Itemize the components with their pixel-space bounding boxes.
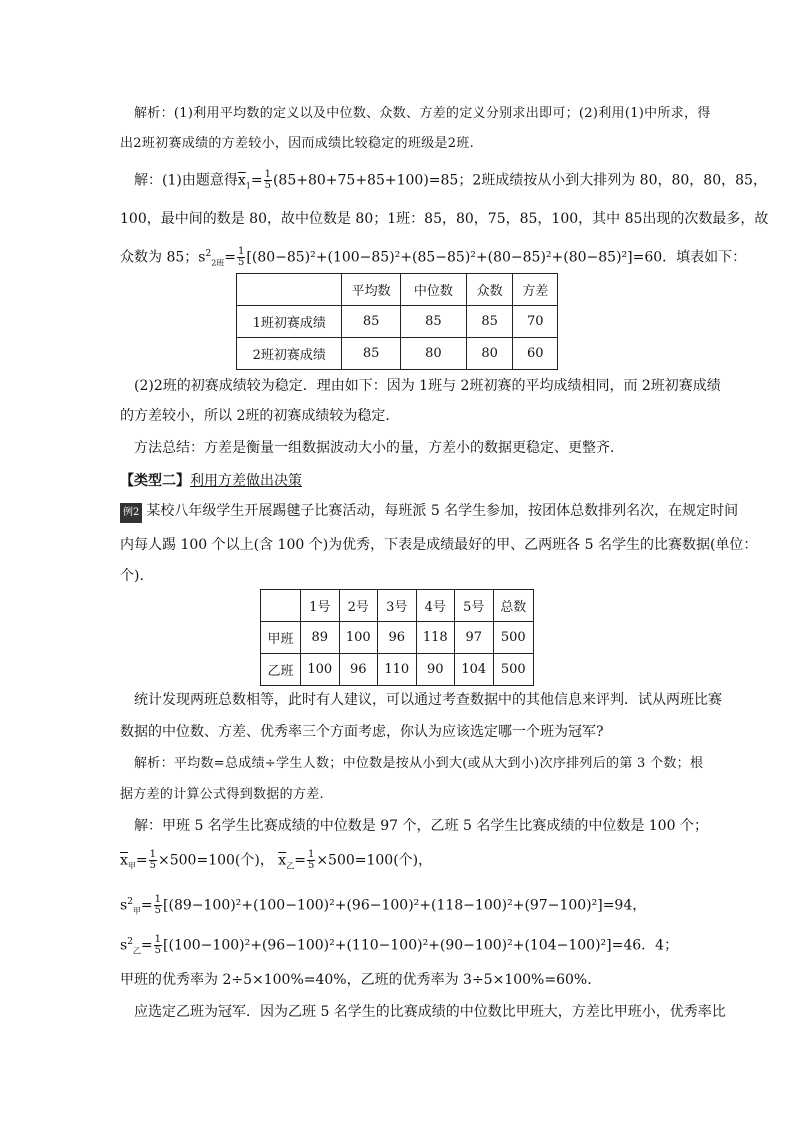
solution-1-rest: (85+80+75+85+100)=85；2班成绩按从小到大排列为 80，80，80，85，: [272, 172, 767, 189]
table-cell: 96: [339, 654, 378, 686]
mean-subscript: 1: [245, 181, 251, 191]
variance-symbol: s: [120, 937, 128, 954]
table-cell: 97: [455, 622, 494, 654]
table-row: [237, 306, 558, 338]
table-cell: 104: [455, 654, 494, 686]
equals-sign: =: [250, 172, 263, 189]
type-2-heading: [120, 470, 302, 490]
analysis-2-line-1: 解析：平均数=总成绩÷学生人数；中位数是按从小到大(或从大到小)次序排列后的第 3 个数；根: [134, 756, 704, 771]
table-cell: 85: [466, 306, 513, 338]
table-cell: 110: [378, 654, 417, 686]
example-2-line-3: 个).: [120, 568, 144, 584]
solution-2-line-1: 解：甲班 5 名学生比赛成绩的中位数是 97 个，乙班 5 名学生比赛成绩的中位数是 100 个；: [134, 818, 708, 834]
fraction-denominator: 5: [238, 257, 245, 269]
solution-1-prefix: 解：(1)由题意得: [134, 172, 238, 189]
solution-2-means: [120, 850, 432, 876]
variance-subscript: 乙: [132, 946, 141, 956]
fraction-denominator: 5: [154, 945, 162, 957]
variance-superscript: 2: [205, 249, 212, 259]
table-cell: 85: [342, 338, 400, 370]
mean-value: ×500=100(个)，: [158, 852, 274, 869]
results-table-1: [236, 273, 558, 370]
fraction-one-fifth: [237, 247, 245, 268]
fraction-numerator: 1: [307, 849, 315, 860]
fraction-one-fifth: [264, 170, 272, 191]
type-2-label: 【类型二】: [120, 473, 190, 489]
table-header-cell: 3号: [378, 590, 417, 622]
table-cell: 100: [339, 622, 378, 654]
mean-symbol: $\overline{x}$: [120, 852, 128, 869]
table-header-cell: 方差: [513, 274, 558, 306]
fraction-numerator: 1: [154, 894, 162, 906]
analysis-2-line-2: 据方差的计算公式得到数据的方差.: [120, 787, 324, 802]
fraction-one-fifth: [149, 850, 157, 871]
table-cell: 96: [378, 622, 417, 654]
table-header-cell: 中位数: [400, 274, 466, 306]
table-cell: 89: [301, 622, 340, 654]
variance-symbol: s: [198, 249, 206, 266]
mean-symbol: $\overline{x}$: [278, 852, 287, 869]
mean-subscript: 乙: [286, 861, 295, 871]
example-2-line-2: 内每人踢 100 个以上(含 100 个)为优秀，下表是成绩最好的甲、乙两班各 5 名学生的比赛数据(单位：: [120, 537, 758, 553]
solution-2-variance-2: [120, 932, 678, 961]
table-row: [261, 654, 534, 686]
results-table-2: [260, 589, 534, 686]
variance-subscript: 2班: [211, 258, 225, 268]
table-header-row: [261, 590, 534, 622]
fraction-numerator: 1: [154, 934, 162, 946]
table-cell: 80: [400, 338, 466, 370]
table-header-cell: 众数: [466, 274, 513, 306]
variance-subscript: 甲: [132, 906, 141, 916]
table-cell: 乙班: [261, 654, 301, 686]
equals-sign: =: [135, 852, 148, 869]
solution-1-line-5: 的方差较小，所以 2班的初赛成绩较为稳定．: [120, 408, 400, 424]
table-cell: 500: [493, 654, 534, 686]
table-header-cell: 总数: [493, 590, 534, 622]
table-cell: 85: [342, 306, 400, 338]
example-2-text: 某校八年级学生开展踢毽子比赛活动，每班派 5 名学生参加，按团体总数排列名次，在规定时间: [146, 503, 739, 519]
table-cell: 甲班: [261, 622, 301, 654]
example-2-line-5: 数据的中位数、方差、优秀率三个方面考虑，你认为应该选定哪一个班为冠军?: [120, 724, 604, 740]
table-cell: 90: [416, 654, 455, 686]
fraction-one-fifth: [307, 850, 315, 871]
equals-sign: =: [140, 897, 153, 914]
solution-2-excellence-rate: 甲班的优秀率为 2÷5×100%=40%，乙班的优秀率为 3÷5×100%=60%.: [120, 972, 592, 988]
table-row: [237, 338, 558, 370]
variance-formula: [(100−100)²+(96−100)²+(110−100)²+(90−100)²+(104−100)²]=46．4；: [163, 937, 679, 954]
mean-symbol: $\overline{x}$: [237, 172, 246, 189]
fraction-denominator: 5: [149, 860, 157, 871]
example-badge: 例2: [120, 503, 142, 523]
mean-subscript: 甲: [127, 861, 136, 871]
mean-value: ×500=100(个)，: [316, 852, 433, 869]
table-cell: 60: [513, 338, 558, 370]
variance-superscript: 2: [127, 937, 133, 947]
fraction-one-fifth: [154, 935, 162, 956]
solution-1-line-1: [134, 170, 767, 196]
table-cell: 1班初赛成绩: [237, 306, 342, 338]
table-header-cell: 2号: [339, 590, 378, 622]
equals-sign: =: [294, 852, 306, 869]
table-header-cell: 平均数: [342, 274, 400, 306]
table-cell: 2班初赛成绩: [237, 338, 342, 370]
table-cell: 118: [416, 622, 455, 654]
mode-text: 众数为 85；: [120, 249, 199, 266]
table-cell: 70: [513, 306, 558, 338]
fraction-denominator: 5: [307, 860, 315, 871]
table-header-cell: [237, 274, 342, 306]
fraction-one-fifth: [154, 895, 162, 916]
variance-formula: [(89−100)²+(100−100)²+(96−100)²+(118−100)²+(97−100)²]=94，: [163, 897, 647, 914]
fraction-numerator: 1: [264, 169, 271, 180]
table-cell: 100: [301, 654, 340, 686]
variance-formula: [(80−85)²+(100−85)²+(85−85)²+(80−85)²+(80−85)²]=60．填表如下：: [246, 249, 747, 266]
type-2-title: 利用方差做出决策: [190, 473, 302, 489]
table-cell: 80: [466, 338, 513, 370]
variance-superscript: 2: [127, 897, 133, 907]
table-header-row: [237, 274, 558, 306]
example-2-line-4: 统计发现两班总数相等，此时有人建议，可以通过考查数据中的其他信息来评判．试从两班比赛: [134, 692, 722, 708]
example-2-line-1: [120, 501, 738, 523]
solution-1-line-2: 100，最中间的数是 80，故中位数是 80；1班：85，80，75，85，100，其中 85出现的次数最多，故: [120, 211, 769, 227]
solution-2-conclusion: 应选定乙班为冠军．因为乙班 5 名学生的比赛成绩的中位数比甲班大，方差比甲班小，优秀率比: [134, 1004, 726, 1020]
table-row: [261, 622, 534, 654]
table-header-cell: 1号: [301, 590, 340, 622]
solution-1-line-4: (2)2班的初赛成绩较为稳定．理由如下：因为 1班与 2班初赛的平均成绩相同，而 2班初赛成绩: [134, 378, 721, 394]
solution-2-variance-1: [120, 892, 646, 921]
analysis-1-line-2: 出2班初赛成绩的方差较小，因而成绩比较稳定的班级是2班.: [120, 136, 475, 151]
variance-symbol: s: [120, 897, 128, 914]
table-header-cell: 4号: [416, 590, 455, 622]
table-header-cell: 5号: [455, 590, 494, 622]
analysis-1-line-1: 解析：(1)利用平均数的定义以及中位数、众数、方差的定义分别求出即可；(2)利用(1)中所求，得: [134, 106, 711, 121]
method-summary: 方法总结：方差是衡量一组数据波动大小的量，方差小的数据更稳定、更整齐.: [134, 440, 615, 456]
fraction-numerator: 1: [149, 849, 157, 860]
fraction-numerator: 1: [238, 246, 245, 258]
fraction-denominator: 5: [264, 180, 271, 191]
solution-1-line-3: [120, 244, 746, 273]
table-header-cell: [261, 590, 301, 622]
table-cell: 500: [493, 622, 534, 654]
equals-sign: =: [224, 249, 237, 266]
fraction-denominator: 5: [154, 905, 162, 917]
equals-sign: =: [140, 937, 153, 954]
table-cell: 85: [400, 306, 466, 338]
